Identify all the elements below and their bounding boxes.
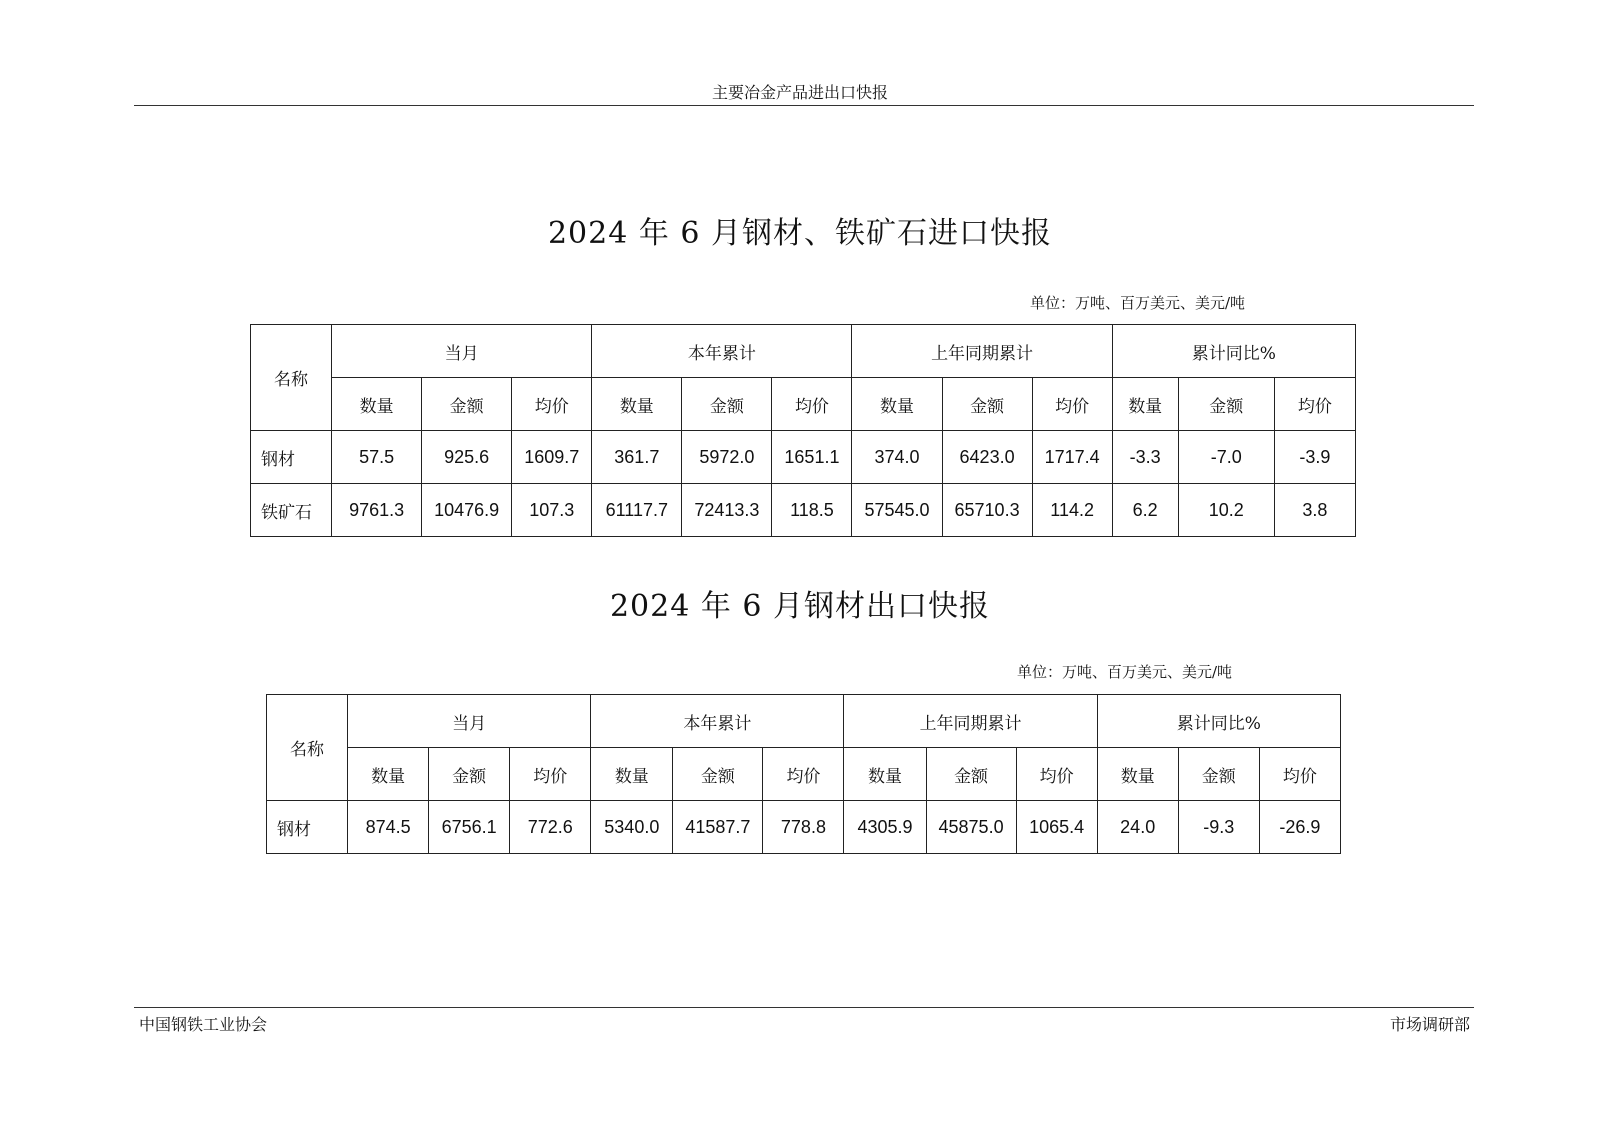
export-unit-note: 单位：万吨、百万美元、美元/吨 [1017, 663, 1233, 681]
export-sub-header-row [267, 748, 1341, 801]
cell-value: 5340.0 [591, 801, 673, 854]
sub-header-quantity: 数量 [348, 748, 429, 801]
cell-value: 6756.1 [429, 801, 510, 854]
sub-header-avg-price: 均价 [1016, 748, 1097, 801]
sub-header-avg-price: 均价 [1259, 748, 1340, 801]
table-row [251, 431, 1356, 484]
sub-header-avg-price: 均价 [772, 378, 852, 431]
cell-value: 65710.3 [942, 484, 1032, 537]
export-group-header-row [267, 695, 1341, 748]
cell-value: 374.0 [852, 431, 942, 484]
sub-header-amount: 金额 [942, 378, 1032, 431]
header-rule [134, 105, 1474, 106]
cell-value: 772.6 [510, 801, 591, 854]
group-header-current-month: 当月 [348, 695, 591, 748]
group-header-ytd: 本年累计 [591, 695, 844, 748]
sub-header-amount: 金额 [682, 378, 772, 431]
cell-value: 9761.3 [332, 484, 422, 537]
footer-rule [134, 1007, 1474, 1008]
sub-header-quantity: 数量 [1097, 748, 1178, 801]
import-report-title: 2024 年 6 月钢材、铁矿石进口快报 [547, 216, 1053, 251]
row-name: 铁矿石 [251, 484, 332, 537]
cell-value: 1065.4 [1016, 801, 1097, 854]
group-header-yoy: 累计同比% [1112, 325, 1355, 378]
group-header-yoy: 累计同比% [1097, 695, 1340, 748]
import-sub-header-row [251, 378, 1356, 431]
sub-header-amount: 金额 [1178, 748, 1259, 801]
cell-value: -3.3 [1112, 431, 1178, 484]
sub-header-avg-price: 均价 [1032, 378, 1112, 431]
sub-header-avg-price: 均价 [763, 748, 844, 801]
cell-value: -3.9 [1274, 431, 1355, 484]
export-table [266, 694, 1341, 854]
cell-value: 1651.1 [772, 431, 852, 484]
import-unit-note: 单位：万吨、百万美元、美元/吨 [1030, 294, 1246, 312]
footer-organization: 中国钢铁工业协会 [139, 1015, 268, 1034]
cell-value: 1717.4 [1032, 431, 1112, 484]
export-report-title: 2024 年 6 月钢材出口快报 [609, 589, 991, 624]
row-name: 钢材 [251, 431, 332, 484]
cell-value: 24.0 [1097, 801, 1178, 854]
cell-value: 1609.7 [512, 431, 592, 484]
sub-header-quantity: 数量 [1112, 378, 1178, 431]
group-header-last-year-ytd: 上年同期累计 [844, 695, 1097, 748]
cell-value: 45875.0 [926, 801, 1016, 854]
cell-value: 361.7 [592, 431, 682, 484]
cell-value: 874.5 [348, 801, 429, 854]
cell-value: 41587.7 [673, 801, 763, 854]
sub-header-amount: 金额 [1178, 378, 1274, 431]
table-row [267, 801, 1341, 854]
cell-value: 61117.7 [592, 484, 682, 537]
cell-value: 5972.0 [682, 431, 772, 484]
cell-value: 10.2 [1178, 484, 1274, 537]
group-header-current-month: 当月 [332, 325, 592, 378]
sub-header-quantity: 数量 [591, 748, 673, 801]
cell-value: -26.9 [1259, 801, 1340, 854]
sub-header-amount: 金额 [429, 748, 510, 801]
cell-value: 925.6 [422, 431, 512, 484]
sub-header-avg-price: 均价 [1274, 378, 1355, 431]
name-header: 名称 [251, 325, 332, 431]
cell-value: 10476.9 [422, 484, 512, 537]
cell-value: 4305.9 [844, 801, 926, 854]
cell-value: 114.2 [1032, 484, 1112, 537]
sub-header-amount: 金额 [422, 378, 512, 431]
import-group-header-row [251, 325, 1356, 378]
cell-value: 57.5 [332, 431, 422, 484]
cell-value: 6.2 [1112, 484, 1178, 537]
footer-department: 市场调研部 [1389, 1015, 1470, 1034]
name-header: 名称 [267, 695, 348, 801]
cell-value: 3.8 [1274, 484, 1355, 537]
sub-header-quantity: 数量 [332, 378, 422, 431]
import-table [250, 324, 1356, 537]
cell-value: 6423.0 [942, 431, 1032, 484]
cell-value: -7.0 [1178, 431, 1274, 484]
sub-header-avg-price: 均价 [510, 748, 591, 801]
cell-value: 57545.0 [852, 484, 942, 537]
cell-value: 107.3 [512, 484, 592, 537]
sub-header-amount: 金额 [673, 748, 763, 801]
sub-header-quantity: 数量 [592, 378, 682, 431]
cell-value: 778.8 [763, 801, 844, 854]
sub-header-quantity: 数量 [844, 748, 926, 801]
table-row [251, 484, 1356, 537]
header-title: 主要冶金产品进出口快报 [711, 83, 888, 102]
cell-value: -9.3 [1178, 801, 1259, 854]
sub-header-avg-price: 均价 [512, 378, 592, 431]
cell-value: 118.5 [772, 484, 852, 537]
group-header-last-year-ytd: 上年同期累计 [852, 325, 1112, 378]
sub-header-quantity: 数量 [852, 378, 942, 431]
row-name: 钢材 [267, 801, 348, 854]
group-header-ytd: 本年累计 [592, 325, 852, 378]
sub-header-amount: 金额 [926, 748, 1016, 801]
cell-value: 72413.3 [682, 484, 772, 537]
